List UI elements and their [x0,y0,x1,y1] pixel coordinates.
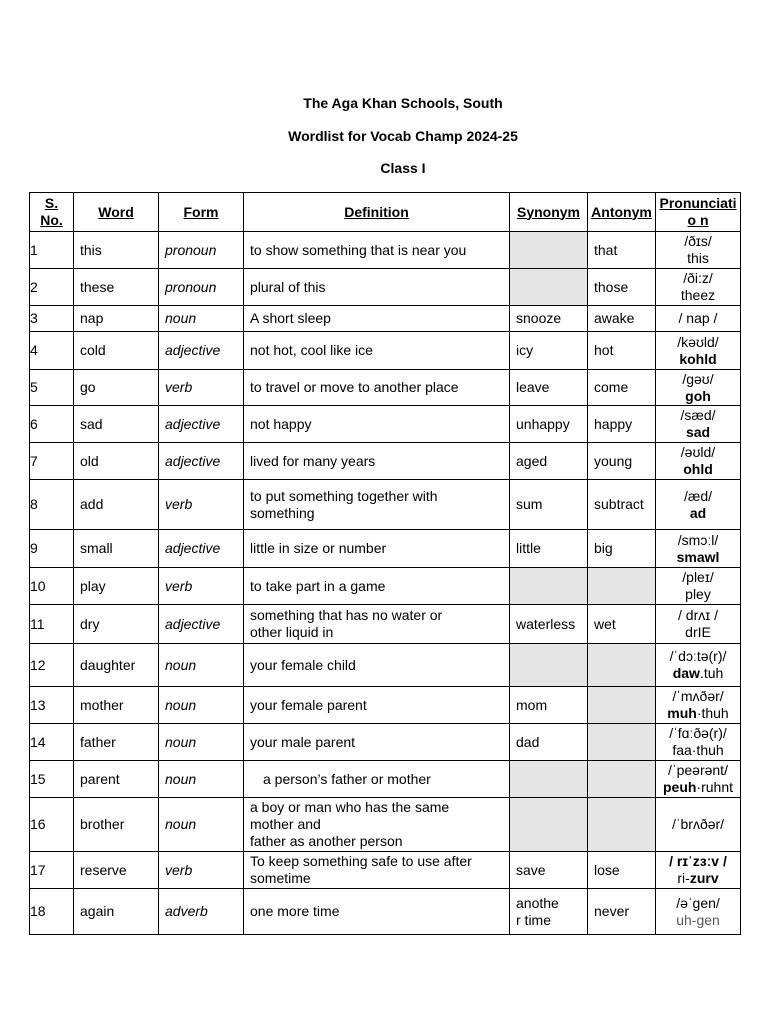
antonym-line: never [594,903,630,919]
column-header-sno [30,193,74,232]
school-name: The Aga Khan Schools, South [303,95,503,111]
cell-synonym [510,370,588,406]
cell-word: parent [74,761,159,798]
column-header-line: No. [40,212,63,228]
definition-line: to show something that is near you [250,241,467,258]
serial-number: 18 [30,889,74,935]
synonym-line: r time [516,911,551,928]
synonym-line: unhappy [516,415,570,432]
table-row [30,761,741,798]
cell-pronunciation [656,306,741,332]
empty-synonym-cell [510,232,588,269]
table-row [30,443,741,480]
synonym-line: mom [516,696,548,713]
cell-pronunciation [656,761,741,798]
serial-number: 13 [30,687,74,724]
synonym-line: snooze [516,310,562,326]
cell-definition [244,644,510,687]
definition-line: your female parent [250,696,367,713]
definition-line: sometime [250,870,311,886]
cell-definition [244,370,510,406]
pronunciation-line [658,648,738,665]
pronunciation-line [658,310,738,327]
cell-synonym [510,852,588,889]
definition-line: something that has no water or [250,607,443,623]
pronunciation-segment: drIE [685,624,711,640]
column-header-line: S. [44,195,59,211]
table-row [30,852,741,889]
table-body [30,232,741,935]
cell-antonym [588,232,656,269]
cell-form: verb [159,480,244,530]
cell-word: brother [74,798,159,852]
empty-antonym-cell [588,798,656,852]
serial-number: 1 [30,232,74,269]
serial-number: 15 [30,761,74,798]
synonym-line: anothe [516,894,559,911]
pronunciation-line [658,779,738,796]
table-row [30,232,741,269]
cell-form: verb [159,568,244,605]
column-header-antonym [588,193,656,232]
empty-antonym-cell [588,761,656,798]
cell-word: mother [74,687,159,724]
cell-form: noun [159,724,244,761]
cell-form: adjective [159,530,244,568]
cell-antonym [588,332,656,370]
cell-word: old [74,443,159,480]
serial-number: 7 [30,443,74,480]
pronunciation-line [658,407,738,424]
definition-line: something [250,504,315,521]
definition-line: plural of this [250,278,326,295]
synonym-line: icy [516,342,534,358]
synonym-line: waterless [516,615,576,632]
column-header-form [159,193,244,232]
cell-pronunciation [656,480,741,530]
table-row [30,530,741,568]
antonym-line: hot [594,342,614,358]
cell-pronunciation [656,889,741,935]
pronunciation-segment: kohld [679,350,717,367]
cell-form: pronoun [159,269,244,306]
cell-definition [244,852,510,889]
pronunciation-segment: .tuh [699,665,724,681]
pronunciation-segment: /kəʊld/ [677,333,719,350]
cell-pronunciation [656,605,741,644]
cell-synonym [510,605,588,644]
cell-pronunciation [656,724,741,761]
pronunciation-segment: daw [672,665,700,681]
cell-antonym [588,306,656,332]
column-header-synonym [510,193,588,232]
cell-word: go [74,370,159,406]
pronunciation-segment: /ˈfɑːðə(r)/ [669,725,727,741]
cell-word: these [74,269,159,306]
cell-definition [244,332,510,370]
class-label: Class I [380,160,426,176]
definition-line: To keep something safe to use after [250,853,472,869]
cell-synonym [510,480,588,530]
pronunciation-line [658,488,738,505]
cell-word: father [74,724,159,761]
cell-word: cold [74,332,159,370]
synonym-line: sum [516,496,543,512]
pronunciation-line [658,853,738,870]
definition-line: mother and [250,816,321,832]
table-row [30,568,741,605]
pronunciation-segment: zurv [689,870,719,886]
pronunciation-segment: /ðɪs/ [684,233,712,249]
cell-definition [244,568,510,605]
synonym-line: aged [516,452,548,469]
serial-number: 2 [30,269,74,306]
antonym-line: awake [594,310,635,326]
pronunciation-segment: goh [685,387,711,404]
serial-number: 4 [30,332,74,370]
cell-form: noun [159,761,244,798]
cell-definition [244,406,510,443]
empty-synonym-cell [510,761,588,798]
pronunciation-line [658,287,738,304]
cell-synonym [510,889,588,935]
synonym-line: save [516,861,546,878]
definition-line: your female child [250,656,356,673]
cell-word: daughter [74,644,159,687]
cell-antonym [588,269,656,306]
cell-word: reserve [74,852,159,889]
definition-line: father as another person [250,833,403,849]
serial-number: 11 [30,605,74,644]
header-row [30,193,741,232]
pronunciation-segment: faa·thuh [672,742,724,758]
pronunciation-segment: /ˈdɔːtə(r)/ [669,648,727,664]
cell-definition [244,443,510,480]
cell-synonym [510,443,588,480]
cell-synonym [510,306,588,332]
cell-pronunciation [656,443,741,480]
cell-form: adjective [159,332,244,370]
wordlist-table [29,192,741,935]
pronunciation-line [658,688,738,705]
pronunciation-line [658,816,738,833]
cell-pronunciation [656,370,741,406]
cell-pronunciation [656,232,741,269]
cell-synonym [510,724,588,761]
antonym-line: wet [594,615,616,632]
column-header-line: Synonym [516,203,580,220]
antonym-line: come [594,379,629,395]
pronunciation-line [658,233,738,250]
pronunciation-segment: /smɔːl/ [677,531,719,548]
table-row [30,605,741,644]
pronunciation-segment: smawl [676,548,720,565]
table-row [30,370,741,406]
pronunciation-line [658,532,738,549]
pronunciation-line [658,351,738,368]
empty-antonym-cell [588,724,656,761]
table-row [30,644,741,687]
cell-definition [244,798,510,852]
cell-antonym [588,530,656,568]
table-row [30,724,741,761]
pronunciation-segment: ad [689,504,707,521]
cell-form: verb [159,852,244,889]
pronunciation-segment: ·ruhnt [696,779,734,795]
table-row [30,406,741,443]
pronunciation-line [658,569,738,586]
pronunciation-line [658,665,738,682]
empty-synonym-cell [510,798,588,852]
pronunciation-line [658,388,738,405]
pronunciation-segment: / rɪˈzɜːv / [669,853,727,869]
synonym-line: dad [516,733,540,750]
cell-pronunciation [656,687,741,724]
cell-antonym [588,480,656,530]
wordlist-title: Wordlist for Vocab Champ 2024-25 [288,128,518,144]
pronunciation-segment: / drʌɪ / [678,607,718,623]
pronunciation-segment: ·thuh [696,705,729,721]
pronunciation-line [658,371,738,388]
table-row [30,480,741,530]
pronunciation-line [658,725,738,742]
pronunciation-line [658,705,738,722]
cell-form: noun [159,306,244,332]
definition-line: one more time [250,903,340,919]
cell-synonym [510,687,588,724]
cell-synonym [510,406,588,443]
serial-number: 3 [30,306,74,332]
cell-antonym [588,889,656,935]
empty-synonym-cell [510,269,588,306]
definition-line: not hot, cool like ice [250,342,373,358]
cell-word: add [74,480,159,530]
serial-number: 6 [30,406,74,443]
pronunciation-segment: peuh [662,779,697,795]
serial-number: 14 [30,724,74,761]
cell-pronunciation [656,530,741,568]
cell-pronunciation [656,269,741,306]
column-header-line: Form [183,203,219,220]
cell-form: noun [159,798,244,852]
antonym-line: those [594,278,629,295]
pronunciation-segment: sad [685,424,711,440]
table-row [30,306,741,332]
column-header-line: o n [687,212,709,228]
pronunciation-segment: /pleɪ/ [682,569,714,585]
pronunciation-line [658,250,738,267]
table-row [30,687,741,724]
cell-antonym [588,443,656,480]
definition-line: to put something together with [250,487,438,504]
pronunciation-segment: theez [680,287,716,303]
cell-word: sad [74,406,159,443]
serial-number: 16 [30,798,74,852]
cell-synonym [510,332,588,370]
pronunciation-line [658,607,738,624]
cell-pronunciation [656,798,741,852]
cell-word: dry [74,605,159,644]
pronunciation-line [658,762,738,779]
cell-synonym [510,530,588,568]
table-row [30,332,741,370]
cell-form: noun [159,644,244,687]
pronunciation-segment: this [687,250,709,266]
cell-definition [244,724,510,761]
serial-number: 12 [30,644,74,687]
cell-word: again [74,889,159,935]
cell-definition [244,306,510,332]
cell-definition [244,269,510,306]
pronunciation-line [658,461,738,478]
definition-line: a boy or man who has the same [250,799,450,815]
pronunciation-segment: /əʊld/ [680,444,716,460]
pronunciation-segment: /æd/ [683,487,712,504]
table-row [30,798,741,852]
pronunciation-segment: ri- [677,870,690,886]
cell-form: adjective [159,406,244,443]
synonym-line: little [516,540,541,556]
pronunciation-line [658,895,738,912]
antonym-line: young [594,452,633,469]
cell-word: play [74,568,159,605]
cell-pronunciation [656,852,741,889]
serial-number: 5 [30,370,74,406]
pronunciation-segment: uh-gen [676,911,720,928]
pronunciation-segment: /sæd/ [680,407,716,423]
antonym-line: subtract [594,496,644,512]
antonym-line: lose [594,861,620,878]
column-header-line: Pronunciati [659,195,737,211]
empty-antonym-cell [588,687,656,724]
pronunciation-segment: /ði:z/ [683,270,713,286]
cell-word: this [74,232,159,269]
antonym-line: big [594,540,613,556]
pronunciation-line [658,549,738,566]
pronunciation-segment: /ˈbrʌðər/ [671,816,725,832]
pronunciation-line [658,742,738,759]
table-row [30,269,741,306]
pronunciation-segment: ohld [683,461,713,477]
definition-line: A short sleep [250,310,331,326]
cell-form: pronoun [159,232,244,269]
serial-number: 17 [30,852,74,889]
definition-line: to travel or move to another place [250,379,459,395]
serial-number: 8 [30,480,74,530]
cell-definition [244,480,510,530]
definition-line: a person’s father or mother [263,770,431,787]
empty-synonym-cell [510,644,588,687]
pronunciation-line [658,586,738,603]
column-header-line: Antonym [591,203,652,220]
pronunciation-segment: muh [667,705,697,721]
cell-antonym [588,370,656,406]
pronunciation-line [658,444,738,461]
empty-antonym-cell [588,568,656,605]
cell-definition [244,232,510,269]
cell-definition [244,605,510,644]
pronunciation-segment: pley [685,586,711,602]
cell-definition [244,687,510,724]
pronunciation-segment: /ˈmʌðər/ [672,688,724,704]
cell-definition [244,530,510,568]
antonym-line: that [594,241,618,258]
definition-line: your male parent [250,733,356,750]
serial-number: 9 [30,530,74,568]
pronunciation-line [658,624,738,641]
pronunciation-line [658,912,738,929]
definition-line: not happy [250,415,312,432]
column-header-word [74,193,159,232]
pronunciation-line [658,334,738,351]
definition-line: lived for many years [250,452,376,469]
cell-pronunciation [656,332,741,370]
cell-word: nap [74,306,159,332]
cell-form: adverb [159,889,244,935]
pronunciation-segment: /ˈpeərənt/ [668,762,728,778]
definition-line: other liquid in [250,624,334,640]
antonym-line: happy [594,415,633,432]
cell-form: adjective [159,605,244,644]
pronunciation-line [658,505,738,522]
cell-antonym [588,406,656,443]
pronunciation-segment: /əˈgen/ [676,894,720,911]
serial-number: 10 [30,568,74,605]
table-row [30,889,741,935]
cell-definition [244,761,510,798]
cell-antonym [588,852,656,889]
empty-antonym-cell [588,644,656,687]
cell-form: adjective [159,443,244,480]
definition-line: little in size or number [250,540,387,556]
column-header-line: Word [98,203,134,220]
cell-word: small [74,530,159,568]
table-header [30,193,741,232]
cell-pronunciation [656,568,741,605]
column-header-definition [244,193,510,232]
pronunciation-line [658,870,738,887]
pronunciation-line [658,270,738,287]
cell-form: noun [159,687,244,724]
cell-pronunciation [656,406,741,443]
cell-antonym [588,605,656,644]
cell-definition [244,889,510,935]
empty-synonym-cell [510,568,588,605]
pronunciation-segment: / nap / [678,310,718,326]
pronunciation-line [658,424,738,441]
cell-pronunciation [656,644,741,687]
column-header-line: Definition [344,203,409,220]
cell-form: verb [159,370,244,406]
column-header-pronunciation [656,193,741,232]
synonym-line: leave [516,379,550,395]
pronunciation-segment: /gəʊ/ [682,370,714,387]
definition-line: to take part in a game [250,577,386,594]
